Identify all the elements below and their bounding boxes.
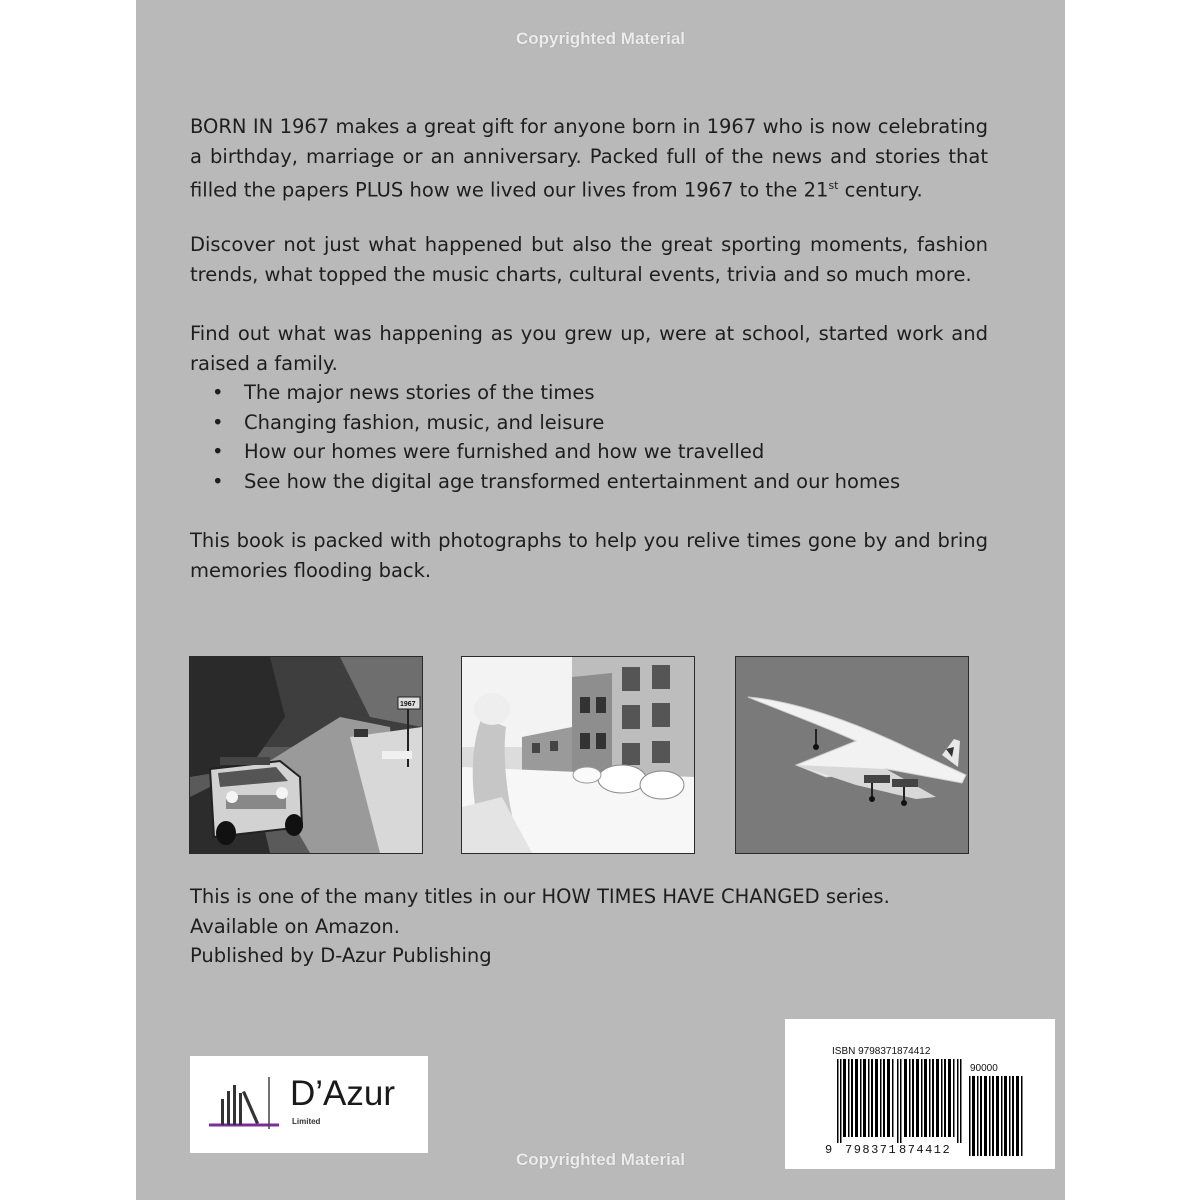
intro-paragraph [190, 112, 988, 205]
barcode-digits-left: 798371 [845, 1143, 898, 1157]
availability-line: Available on Amazon. [190, 914, 400, 938]
list-item [190, 437, 988, 467]
list-item-text: Changing fashion, music, and leisure [244, 410, 605, 434]
isbn-barcode [785, 1019, 1055, 1169]
list-item [190, 467, 988, 497]
photo-snowy-street [461, 656, 695, 854]
publisher-logo [190, 1056, 428, 1153]
list-item [190, 408, 988, 438]
bullet-icon: • [212, 469, 224, 493]
watermark-bottom: Copyrighted Material [515, 1150, 686, 1169]
back-cover [136, 0, 1065, 1200]
photo-concorde [735, 656, 969, 854]
barcode-digit-first: 9 [825, 1143, 833, 1157]
feature-list [190, 378, 988, 496]
discover-paragraph: Discover not just what happened but also the great sporting moments, fashion trends, what topped the music charts, cultural events, trivia and so much more. [190, 233, 988, 286]
list-item-text: The major news stories of the times [244, 381, 595, 404]
price-barcode-bars [969, 1076, 1023, 1156]
series-paragraph [190, 882, 988, 971]
barcode-digits-right: 874412 [899, 1143, 952, 1157]
photo-rally-car [189, 656, 423, 854]
price-code: 90000 [970, 1063, 998, 1074]
find-out-paragraph: Find out what was happening as you grew up, were at school, started work and raised a family. [190, 322, 988, 375]
intro-text: BORN IN 1967 makes a great gift for anyone born in 1967 who is now celebrating a birthday, marriage or an anniversary. Packed full of the news and stories that filled the papers PLUS how we lived our lives from 1967 to the 21 [190, 115, 988, 202]
bullet-icon: • [212, 381, 224, 404]
bullet-icon: • [212, 410, 224, 434]
ordinal-suffix: st [828, 179, 839, 192]
photographs-paragraph: This book is packed with photographs to help you relive times gone by and bring memories flooding back. [190, 529, 988, 582]
isbn-label: ISBN 9798371874412 [832, 1046, 931, 1057]
bullet-icon: • [212, 440, 224, 463]
barcode-bars [837, 1059, 963, 1143]
logo-subtitle: Limited [292, 1117, 321, 1126]
list-item [190, 378, 988, 408]
watermark-top: Copyrighted Material [515, 29, 686, 48]
list-item-text: How our homes were furnished and how we travelled [244, 440, 765, 463]
list-item-text: See how the digital age transformed entertainment and our homes [244, 469, 901, 493]
road-sign-text: 1967 [400, 701, 416, 708]
series-line: This is one of the many titles in our HOW TIMES HAVE CHANGED series. [190, 885, 890, 908]
intro-text-end: century. [838, 178, 923, 202]
logo-name: D’Azur [290, 1074, 396, 1113]
publisher-line: Published by D-Azur Publishing [190, 944, 492, 967]
books-logo-icon [207, 1077, 281, 1129]
